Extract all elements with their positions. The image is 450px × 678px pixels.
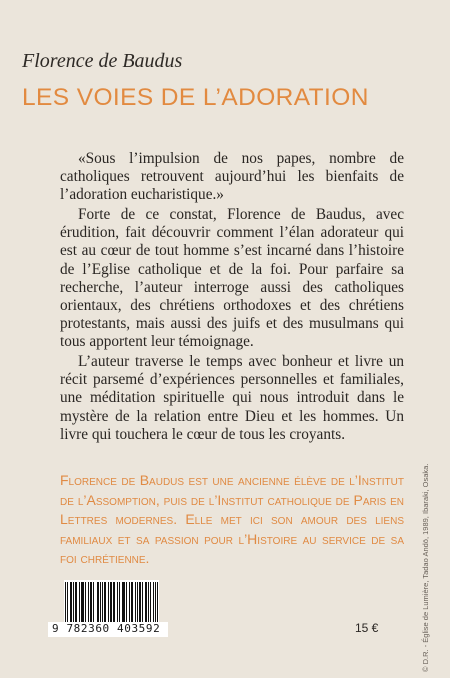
barcode-bar <box>108 582 109 622</box>
barcode-bar <box>146 582 147 622</box>
barcode-bar <box>98 582 99 622</box>
barcode-bar <box>140 582 141 622</box>
barcode-bar <box>65 582 66 622</box>
barcode-bar <box>137 582 138 622</box>
barcode-bar <box>70 582 71 622</box>
barcode-bar <box>76 582 77 622</box>
barcode-bar <box>91 582 92 622</box>
barcode-bar <box>150 582 151 622</box>
barcode-bar <box>71 582 72 622</box>
barcode-bar <box>100 582 101 622</box>
barcode-bar <box>81 582 82 622</box>
barcode-bar <box>157 582 158 622</box>
barcode-bar <box>132 582 133 622</box>
author-bio: Florence de Baudus est une ancienne élève de l’Institut de l’Assomption, puis de l’Institut catholique de Paris en Lettres modernes. Elle met ici son amour des liens familiaux et sa passion pour l’Histoire au service de sa foi chrétienne. <box>60 472 404 567</box>
barcode-bar <box>148 582 149 622</box>
barcode-bar <box>93 582 94 622</box>
barcode-bar <box>97 582 98 622</box>
barcode-bar <box>90 582 91 622</box>
isbn-number: 9 782360 403592 <box>48 622 168 637</box>
barcode-bar <box>102 582 103 622</box>
barcode-bar <box>153 582 154 622</box>
barcode-bar <box>139 582 140 622</box>
barcode-bar <box>111 582 112 622</box>
barcode-bar <box>124 582 125 622</box>
price: 15 € <box>355 621 379 635</box>
barcode-bar <box>85 582 86 622</box>
barcode-bar <box>113 582 114 622</box>
barcode-bar <box>114 582 115 622</box>
barcode-bar <box>122 582 123 622</box>
barcode <box>64 580 159 626</box>
barcode-bar <box>135 582 136 622</box>
barcode-bar <box>105 582 106 622</box>
barcode-bar <box>126 582 127 622</box>
barcode-bar <box>117 582 118 622</box>
barcode-bar <box>142 582 143 622</box>
barcode-bar <box>88 582 89 622</box>
barcode-bar <box>104 582 105 622</box>
author-name: Florence de Baudus <box>22 50 183 72</box>
barcode-bar <box>110 582 111 622</box>
barcode-bar <box>145 582 146 622</box>
book-title: LES VOIES DE L’ADORATION <box>22 84 369 111</box>
barcode-bar <box>129 582 130 622</box>
blurb-paragraph: Forte de ce constat, Florence de Baudus, avec érudition, fait découvrir comment l’élan adorateur qui est au cœur de tout homme s’est incarné dans l’histoire de l’Eglise catholique et de la foi. Pour parfaire sa recherche, l’auteur interroge aussi des catholiques orientaux, des chrétiens orthodoxes et des chrétiens protestants, mais aussi des juifs et des musulmans qui tous apportent leur témoignage. <box>60 206 404 351</box>
barcode-bar <box>67 582 68 622</box>
barcode-bar <box>79 582 80 622</box>
barcode-bar <box>75 582 76 622</box>
barcode-bar <box>73 582 74 622</box>
barcode-bar <box>82 582 83 622</box>
barcode-bar <box>131 582 132 622</box>
barcode-bar <box>123 582 124 622</box>
barcode-bar <box>155 582 156 622</box>
blurb-paragraph: L’auteur traverse le temps avec bonheur et livre un récit parsemé d’expériences personnelles et familiales, une méditation spirituelle qui nous introduit dans le mystère de la relation entre Dieu et les hommes. Un livre qui touchera le cœur de tous les croyants. <box>60 353 404 443</box>
barcode-bar <box>119 582 120 622</box>
barcode-bar <box>83 582 84 622</box>
blurb-quote: «Sous l’impulsion de nos papes, nombre de catholiques retrouvent aujourd’hui les bienfaits de l’adoration eucharistique.» <box>60 150 404 204</box>
photo-credit: © D.R. - Église de Lumière, Tadao Andō, 1989, Ibaraki, Osaka. <box>421 463 430 672</box>
